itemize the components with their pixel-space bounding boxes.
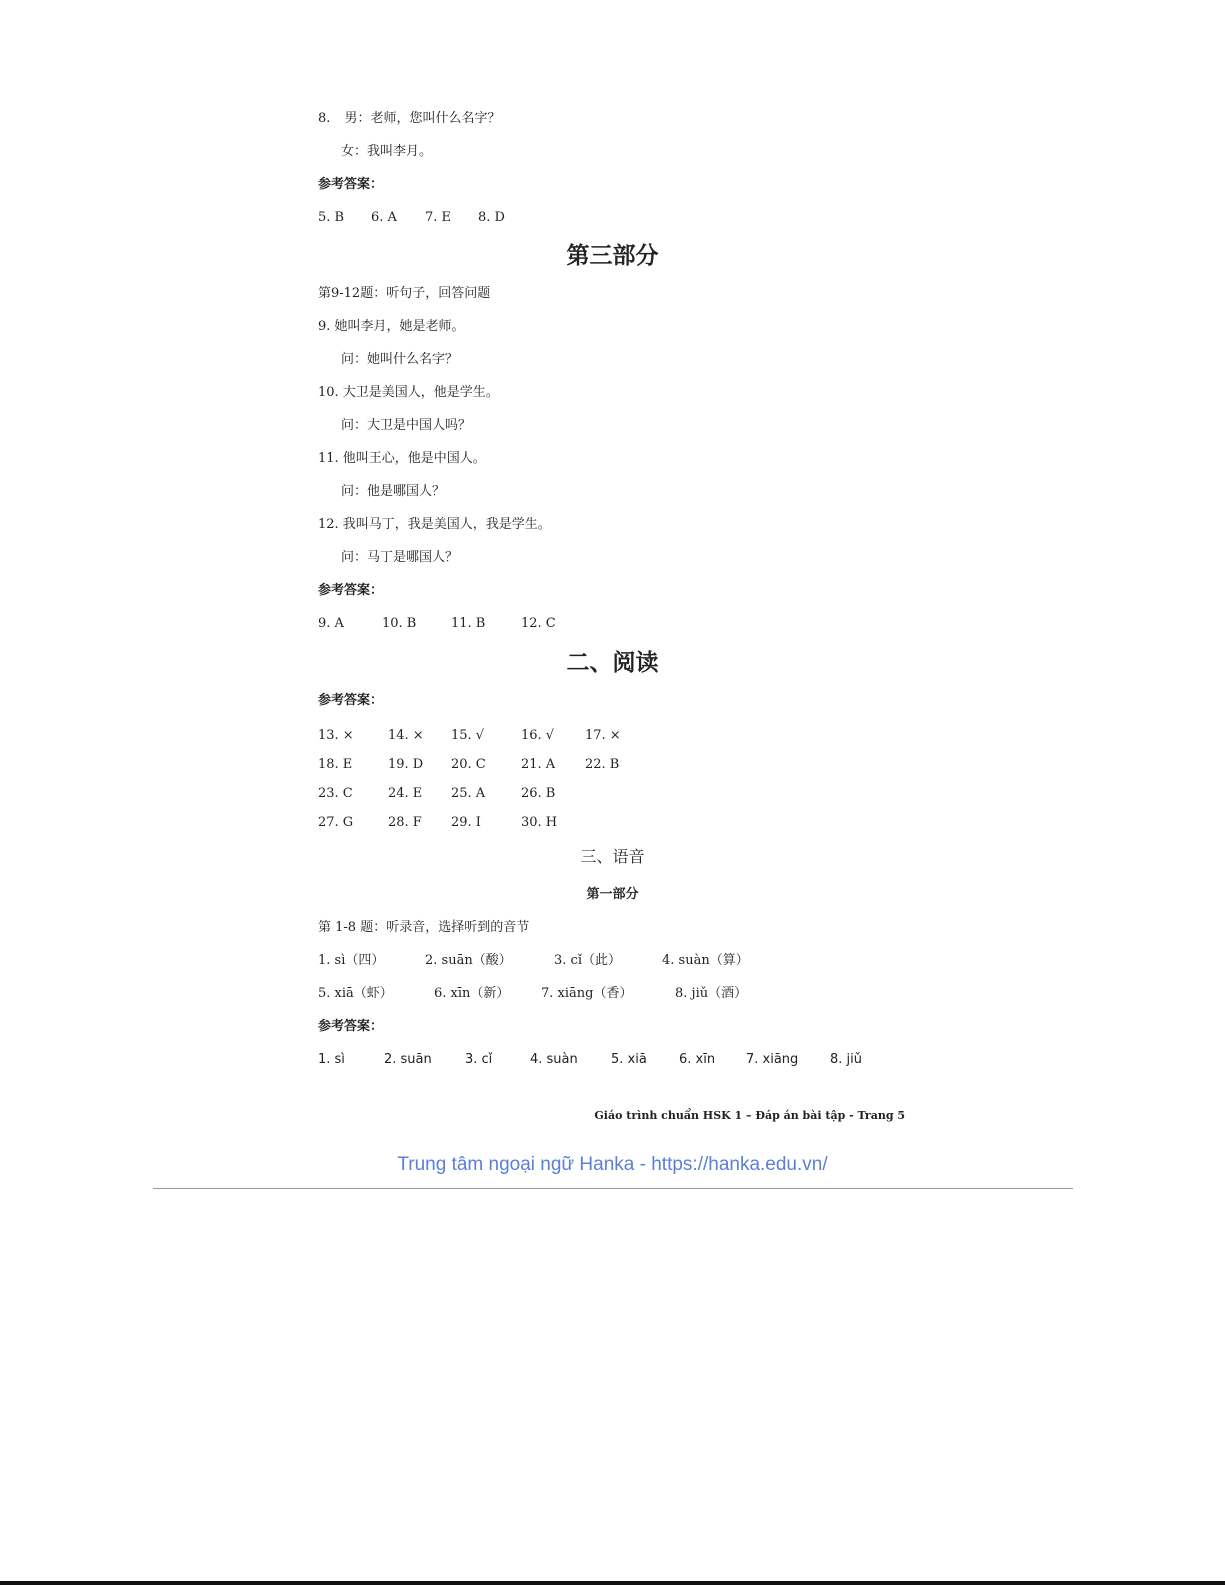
- syllable-option: 4. suàn（算）: [662, 953, 749, 968]
- phonetic-answer: 8. jiǔ: [830, 1052, 862, 1067]
- reading-answer: 15. √: [451, 728, 485, 743]
- reading-answer: 17. ×: [585, 728, 621, 743]
- answer-9: 9. A: [318, 616, 344, 631]
- reading-title: 二、阅读: [566, 649, 659, 676]
- phonetics-answer-label: 参考答案：: [318, 1019, 384, 1034]
- question-11: 11. 他叫王心，他是中国人。: [318, 451, 486, 466]
- phonetic-answer: 6. xīn: [679, 1052, 716, 1067]
- reading-answer: 22. B: [585, 757, 620, 772]
- answer-5: 5. B: [318, 210, 345, 225]
- answers-5-8-label: 参考答案：: [318, 177, 384, 192]
- reading-answer: 30. H: [521, 815, 558, 830]
- reading-answer: 29. I: [451, 815, 481, 830]
- page-divider: [153, 1188, 1073, 1189]
- reading-answer: 21. A: [521, 757, 556, 772]
- page-footer-label: Giáo trình chuẩn HSK 1 – Đáp án bài tập - Trang 5: [594, 1109, 905, 1122]
- phonetic-answer: 1. sì: [318, 1052, 345, 1067]
- reading-answer: 16. √: [521, 728, 555, 743]
- phonetics-subtitle: 第一部分: [586, 887, 639, 902]
- syllable-option: 1. sì（四）: [318, 953, 385, 968]
- dialogue-8-male-text: 男：老师，您叫什么名字？: [344, 111, 501, 126]
- page-bottom-edge: [0, 1581, 1225, 1585]
- phonetic-answer: 7. xiāng: [746, 1052, 799, 1067]
- dialogue-8-female: 女：我叫李月。: [341, 144, 433, 159]
- part-3-title: 第三部分: [566, 242, 659, 269]
- reading-answer: 25. A: [451, 786, 486, 801]
- reading-answer: 28. F: [388, 815, 422, 830]
- part-3-instruction: 第9-12题：听句子，回答问题: [318, 286, 491, 301]
- dialogue-8-number: 8.: [318, 111, 331, 126]
- phonetic-answer: 3. cǐ: [465, 1052, 493, 1067]
- phonetics-instruction: 第 1-8 题：听录音，选择听到的音节: [318, 920, 530, 935]
- reading-answer: 14. ×: [388, 728, 424, 743]
- phonetics-title: 三、语音: [580, 847, 645, 866]
- answer-6: 6. A: [371, 210, 397, 225]
- question-9: 9. 她叫李月，她是老师。: [318, 319, 465, 334]
- syllable-option: 2. suān（酸）: [425, 953, 512, 968]
- question-10-ask: 问：大卫是中国人吗？: [341, 418, 472, 433]
- reading-answer: 23. C: [318, 786, 353, 801]
- reading-answer-label: 参考答案：: [318, 693, 384, 708]
- answer-8: 8. D: [478, 210, 505, 225]
- question-10: 10. 大卫是美国人，他是学生。: [318, 385, 499, 400]
- reading-answer: 18. E: [318, 757, 353, 772]
- reading-answer: 26. B: [521, 786, 556, 801]
- reading-answer: 20. C: [451, 757, 486, 772]
- syllable-option: 5. xiā（虾）: [318, 986, 393, 1001]
- phonetic-answer: 2. suān: [384, 1052, 432, 1067]
- question-11-ask: 问：他是哪国人？: [341, 484, 446, 499]
- hanka-website-link[interactable]: Trung tâm ngoại ngữ Hanka - https://hanka.edu.vn/: [397, 1154, 828, 1175]
- syllable-option: 8. jiǔ（酒）: [675, 986, 748, 1001]
- question-12-ask: 问：马丁是哪国人？: [341, 550, 459, 565]
- syllable-option: 3. cǐ（此）: [554, 953, 621, 968]
- syllable-option: 6. xīn（新）: [434, 986, 510, 1001]
- reading-answer: 19. D: [388, 757, 424, 772]
- reading-answer: 13. ×: [318, 728, 354, 743]
- part-3-answer-label: 参考答案：: [318, 583, 384, 598]
- question-9-ask: 问：她叫什么名字？: [341, 352, 459, 367]
- phonetic-answer: 4. suàn: [530, 1052, 578, 1067]
- answer-10: 10. B: [382, 616, 417, 631]
- answer-7: 7. E: [425, 210, 452, 225]
- syllable-option: 7. xiāng（香）: [541, 986, 633, 1001]
- reading-answer: 24. E: [388, 786, 423, 801]
- phonetic-answer: 5. xiā: [611, 1052, 647, 1067]
- dialogue-8-male: [318, 111, 501, 127]
- answer-12: 12. C: [521, 616, 556, 631]
- answer-11: 11. B: [451, 616, 486, 631]
- reading-answer: 27. G: [318, 815, 354, 830]
- question-12: 12. 我叫马丁，我是美国人，我是学生。: [318, 517, 551, 532]
